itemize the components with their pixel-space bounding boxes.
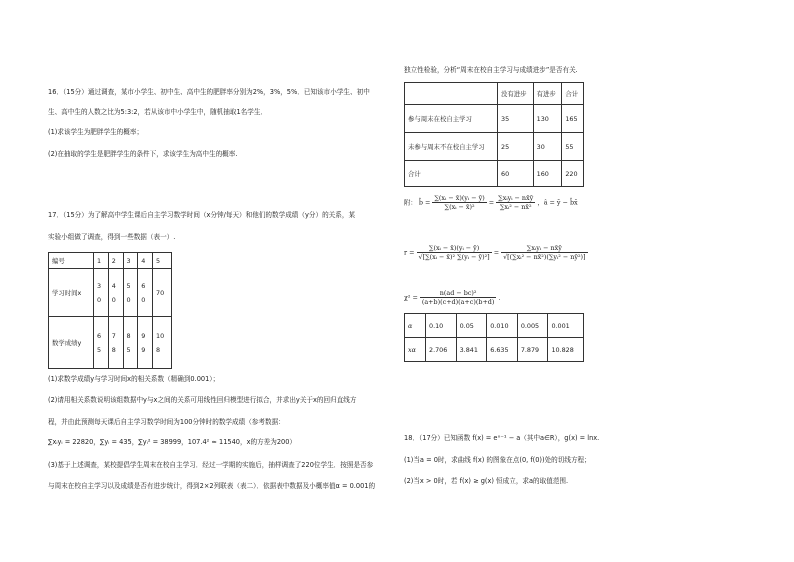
b-numerator-1: ∑(xᵢ − x̄)(yᵢ − ȳ) [434,194,485,202]
r-formula: r = $\frac{\text{∑(xᵢ − x̄)(yᵢ − ȳ)}}{\text{√[∑(xᵢ − x̄)² ∑(yᵢ − ȳ)²]}}$ = $\frac{\text{∑xᵢyᵢ − nx̄ȳ}}{\text{√[(∑xᵢ² − nx̄²)(∑yᵢ² − nȳ²)]}}$ [404,244,586,261]
alpha-cell: 0.001 [548,314,584,338]
table1-digit: 6 [97,331,102,340]
table1-header-row [49,253,172,269]
table1-header-cell: 编号 [49,253,94,269]
data-table-one [48,252,172,369]
table2-cell: 165 [562,105,584,133]
table1-header-cell: 1 [94,253,109,269]
table1-cell [153,317,172,369]
critical-x-cell: 7.879 [517,338,548,362]
table1-cell [138,317,153,369]
table1-cell [123,317,138,369]
table2-cell: 35 [498,105,534,133]
table1-digit: 0 [111,295,116,304]
b-numerator-2: ∑xᵢyᵢ − nx̄ȳ [498,194,534,202]
q17-line1: 17．（15分）为了解高中学生课后自主学习数学时间（x分钟/每天）和他们的数学成绩（y分）的关系，某 [48,211,356,219]
table2-cell: 60 [498,161,534,187]
q16-line1: 16．（15分）通过调查，某市小学生、初中生、高中生的肥胖率分别为2%，3%，5%．已知该市小学生、初中 [48,88,370,96]
table1-digit: 8 [126,331,131,340]
q18-part1: (1)当a = 0时，求曲线 f(x) 的图象在点(0, f(0))处的切线方程； [404,456,591,464]
q17-reference-data: ∑xᵢyᵢ = 22820，∑yᵢ = 435，∑yᵢ² = 38999，107.4² ≈ 11540，x的方差为200） [48,438,297,446]
chi-square-formula: χ² = $\frac{\text{n(ad − bc)²}}{(a+b)(c+d)(a+c)(b+d)}$ ． [404,289,505,306]
q17-part3-line2: 与周末在校自主学习以及成绩是否有进步统计，得到2×2列联表（表二）．依据表中数据及小概率值α = 0.001的 [48,482,376,490]
critical-x-cell: 3.841 [456,338,487,362]
right-intro: 独立性检验，分析“周末在校自主学习与成绩进步”是否有关. [404,66,578,74]
table1-time-row [49,269,172,317]
table1-digit: 8 [111,345,116,354]
table2-header-cell [405,83,498,105]
table2-row [405,161,584,187]
table2-row [405,133,584,161]
b-denominator-1: ∑(xᵢ − x̄)² [444,203,475,211]
table2-row [405,105,584,133]
alpha-cell: 0.005 [517,314,548,338]
q17-part2-line2: 程，并由此预测每天课后自主学习数学时间为100分钟时的数学成绩（参考数据： [48,418,285,426]
q17-part3-line1: (3)基于上述调查，某校提倡学生周末在校自主学习．经过一学期的实施后，抽样调查了220位学生．按照是否参 [48,461,374,469]
r-fraction-1 [417,244,492,261]
alpha-cell: 0.10 [426,314,457,338]
table1-cell: 70 [153,269,172,317]
q18-part2: (2)当x > 0时，若 f(x) ≥ g(x) 恒成立，求a的取值范围. [404,477,569,485]
table1-digit: 0 [97,295,102,304]
b-fraction-1 [432,194,486,211]
table1-digit: 5 [97,345,102,354]
table2-header-cell: 合计 [562,83,584,105]
table1-cell [94,317,109,369]
table1-header-cell: 2 [108,253,123,269]
table1-score-row [49,317,172,369]
table1-digit: 10 [156,331,165,340]
contingency-table-two [404,82,584,187]
table2-header-row [405,83,584,105]
table1-header-cell: 5 [153,253,172,269]
table2-cell: 25 [498,133,534,161]
chi-denominator: (a+b)(c+d)(a+c)(b+d) [421,298,495,306]
table2-header-cell: 有进步 [533,83,562,105]
table1-digit: 9 [141,345,146,354]
table1-cell [138,269,153,317]
table1-header-cell: 4 [138,253,153,269]
a-hat-formula: ，â = ȳ − b̂x̄ [537,198,578,207]
chi-numerator: n(ad − bc)² [420,289,497,298]
r-label: r = [404,248,415,257]
b-hat-formula: 附： b̂ = $\frac{\text{∑(xᵢ − x̄)(yᵢ − ȳ)}}{\text{∑(xᵢ − x̄)²}}$ = $\frac{\text{∑xᵢyᵢ − nx̄ȳ}}{\text{∑xᵢ² − nx̄²}}$ ，â = ȳ − b̂x̄ [404,194,578,211]
table1-cell [108,269,123,317]
table1-cell [123,269,138,317]
critical-x-label: xα [405,338,426,362]
table2-header-cell: 没有进步 [498,83,534,105]
b-denominator-2: ∑xᵢ² − nx̄² [499,203,532,211]
table2-cell: 55 [562,133,584,161]
alpha-label: α [405,314,426,338]
r-denominator-1: √[∑(xᵢ − x̄)² ∑(yᵢ − ȳ)²] [418,253,490,261]
q17-part2-line1: (2)请用相关系数说明该组数据中y与x之间的关系可用线性回归模型进行拟合，并求出y关于x的回归直线方 [48,396,357,404]
r-fraction-2 [501,244,587,261]
q16-line2: 生、高中生的人数之比为5:3:2，若从该市中小学生中，随机抽取1名学生． [48,108,268,116]
q17-line2: 实验小组做了调查，得到一些数据（表一）. [48,233,176,241]
chi-fraction [420,289,497,306]
table1-row-label: 学习时间x [49,269,94,317]
table1-digit: 0 [126,295,131,304]
table2-cell: 未参与周末不在校自主学习 [405,133,498,161]
table1-row-label: 数学成绩y [49,317,94,369]
table1-digit: 4 [111,281,116,290]
fu-label: 附： [404,198,417,207]
table1-cell [108,317,123,369]
critical-x-cell: 6.635 [487,338,518,362]
alpha-cell: 0.05 [456,314,487,338]
q16-part1: (1)求该学生为肥胖学生的概率； [48,128,144,136]
table1-digit: 0 [141,295,146,304]
table1-digit: 9 [141,331,146,340]
critical-x-cell: 2.706 [426,338,457,362]
q18-line1: 18．（17分）已知函数 f(x) = eˣ⁻¹ − a（其中a∈R），g(x) = lnx. [404,434,600,442]
b-hat-label: b̂ = [418,198,431,207]
table2-cell: 160 [533,161,562,187]
table1-digit: 5 [126,281,131,290]
q16-part2: (2)在抽取的学生是肥胖学生的条件下，求该学生为高中生的概率. [48,150,238,158]
table2-cell: 参与周末在校自主学习 [405,105,498,133]
alpha-cell: 0.010 [487,314,518,338]
table1-digit: 5 [126,345,131,354]
table2-cell: 130 [533,105,562,133]
critical-x-cell: 10.828 [548,338,584,362]
b-fraction-2 [496,194,535,211]
critical-x-row [405,338,584,362]
chi-label: χ² = [404,293,418,302]
table1-digit: 6 [141,281,146,290]
r-denominator-2: √[(∑xᵢ² − nx̄²)(∑yᵢ² − nȳ²)] [503,253,586,261]
r-numerator-2: ∑xᵢyᵢ − nx̄ȳ [501,244,587,253]
table2-cell: 合计 [405,161,498,187]
critical-value-table [404,313,584,362]
table2-cell: 30 [533,133,562,161]
table1-digit: 7 [111,331,116,340]
table1-digit: 8 [156,345,161,354]
table1-digit: 3 [97,281,102,290]
q17-part1: (1)求数学成绩y与学习时间x的相关系数（精确到0.001）； [48,375,220,383]
table1-header-cell: 3 [123,253,138,269]
alpha-row [405,314,584,338]
table2-cell: 220 [562,161,584,187]
table1-cell [94,269,109,317]
r-numerator-1: ∑(xᵢ − x̄)(yᵢ − ȳ) [417,244,492,253]
